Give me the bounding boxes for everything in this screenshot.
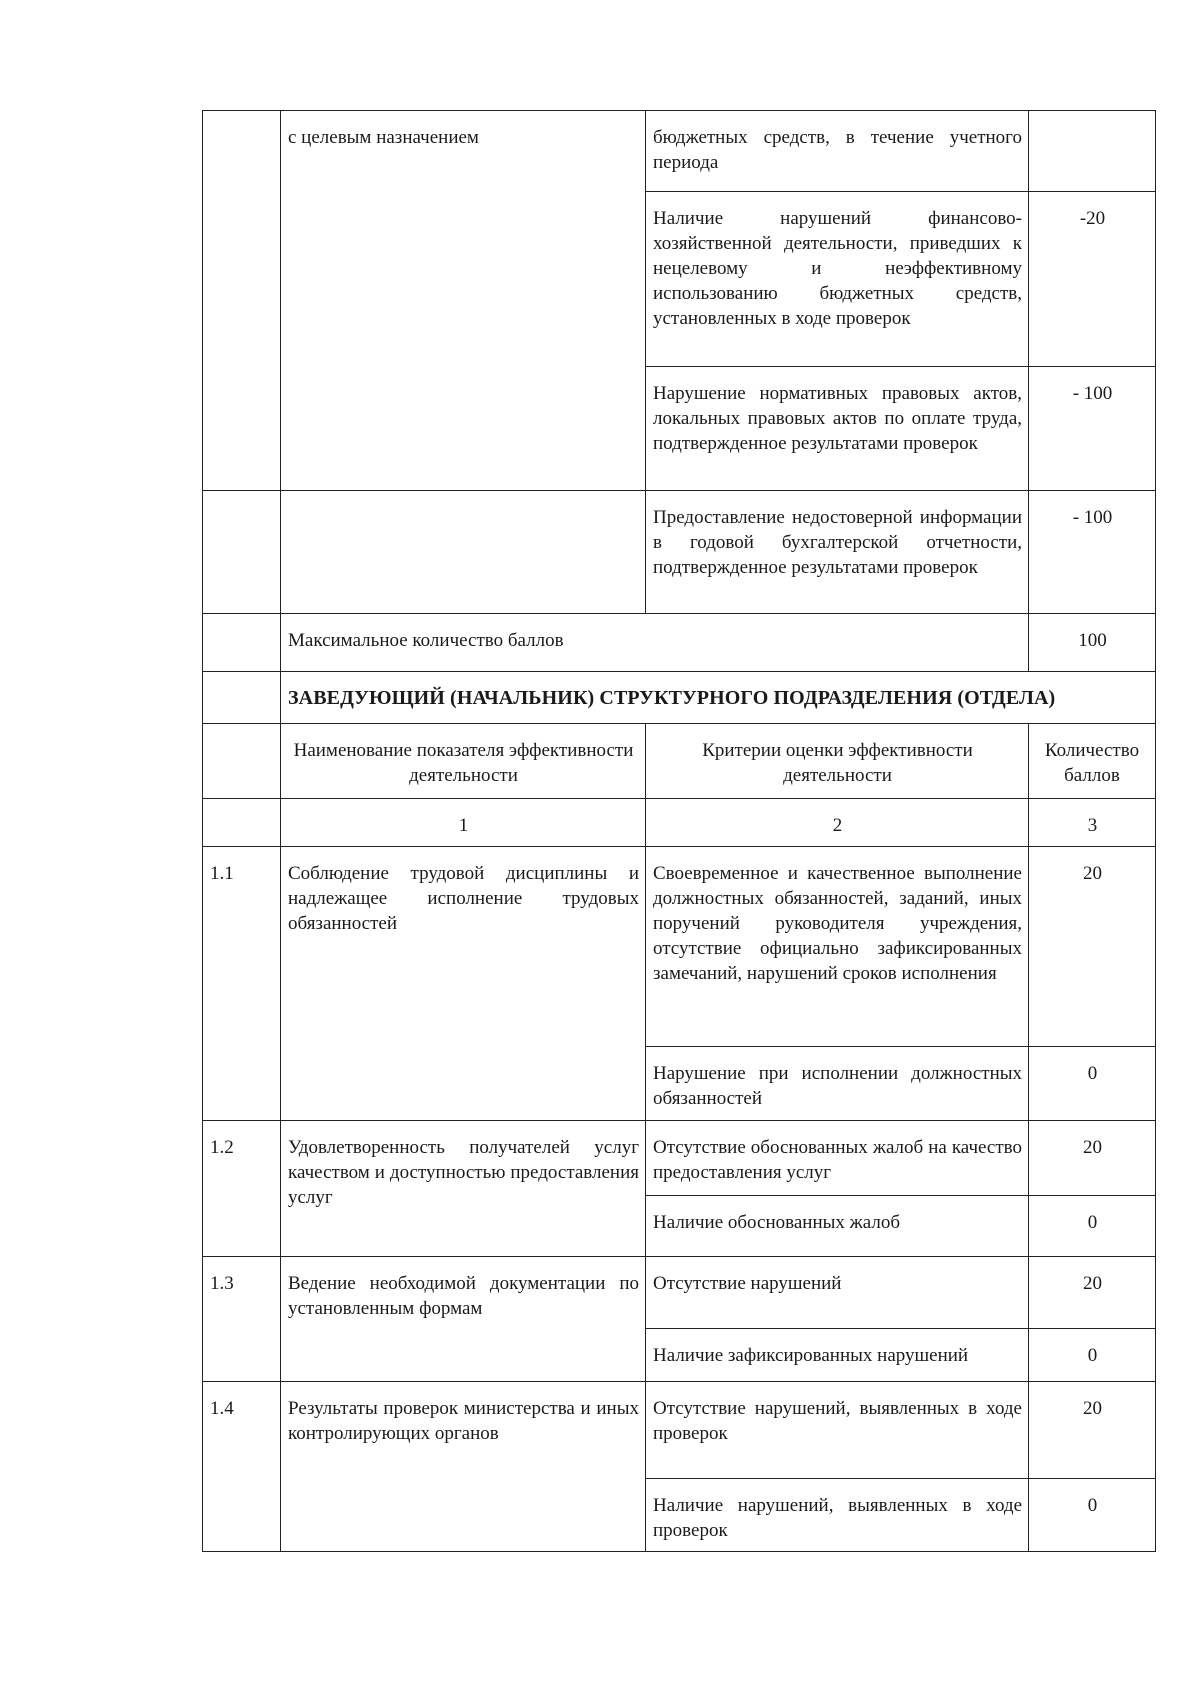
max-score-label: Максимальное количество баллов <box>281 614 1029 672</box>
score-cell: -20 <box>1029 192 1156 367</box>
criteria-cell: Предоставление недостоверной информации в годовой бухгалтерской отчетности, подтвержденное результатами проверок <box>646 491 1029 614</box>
column-numbers-row <box>203 799 1156 847</box>
number-cell <box>203 111 281 491</box>
row-number: 1.1 <box>203 847 281 1121</box>
number-cell <box>203 724 281 799</box>
score-cell <box>1029 111 1156 192</box>
row-number: 1.2 <box>203 1121 281 1257</box>
score-cell: - 100 <box>1029 367 1156 491</box>
score-cell: 0 <box>1029 1196 1156 1257</box>
indicator-cell: с целевым назначением <box>281 111 646 491</box>
criteria-cell: Нарушение при исполнении должностных обязанностей <box>646 1047 1029 1121</box>
criteria-cell: Отсутствие обоснованных жалоб на качество предоставления услуг <box>646 1121 1029 1196</box>
column-number: 1 <box>281 799 646 847</box>
criteria-cell: Своевременное и качественное выполнение должностных обязанностей, заданий, иных поручений руководителя учреждения, отсутствие официально зафиксированных замечаний, нарушений сроков исполнения <box>646 847 1029 1047</box>
criteria-table <box>202 110 1156 1552</box>
max-score-value: 100 <box>1029 614 1156 672</box>
row-number: 1.3 <box>203 1257 281 1382</box>
indicator-cell <box>281 491 646 614</box>
table-row <box>203 111 1156 192</box>
criteria-cell: Наличие нарушений, выявленных в ходе проверок <box>646 1479 1029 1552</box>
score-cell: 0 <box>1029 1047 1156 1121</box>
table-row <box>203 1257 1156 1329</box>
score-cell: 0 <box>1029 1329 1156 1382</box>
score-cell: 20 <box>1029 1121 1156 1196</box>
score-cell: 20 <box>1029 847 1156 1047</box>
number-cell <box>203 491 281 614</box>
header-criteria: Критерии оценки эффективности деятельности <box>646 724 1029 799</box>
column-number: 2 <box>646 799 1029 847</box>
section-title-row <box>203 672 1156 724</box>
score-cell: 0 <box>1029 1479 1156 1552</box>
indicator-cell: Удовлетворенность получателей услуг качеством и доступностью предоставления услуг <box>281 1121 646 1257</box>
number-cell <box>203 672 281 724</box>
score-cell: 20 <box>1029 1257 1156 1329</box>
number-cell <box>203 799 281 847</box>
table-row <box>203 491 1156 614</box>
indicator-cell: Соблюдение трудовой дисциплины и надлежащее исполнение трудовых обязанностей <box>281 847 646 1121</box>
table-row <box>203 1121 1156 1196</box>
number-cell <box>203 614 281 672</box>
indicator-cell: Результаты проверок министерства и иных контролирующих органов <box>281 1382 646 1552</box>
table-row <box>203 847 1156 1047</box>
criteria-cell: Нарушение нормативных правовых актов, локальных правовых актов по оплате труда, подтвержденное результатами проверок <box>646 367 1029 491</box>
max-score-row <box>203 614 1156 672</box>
criteria-cell: бюджетных средств, в течение учетного периода <box>646 111 1029 192</box>
criteria-cell: Наличие зафиксированных нарушений <box>646 1329 1029 1382</box>
score-cell: 20 <box>1029 1382 1156 1479</box>
header-score: Количество баллов <box>1029 724 1156 799</box>
header-row <box>203 724 1156 799</box>
criteria-cell: Наличие обоснованных жалоб <box>646 1196 1029 1257</box>
criteria-cell: Наличие нарушений финансово-хозяйственной деятельности, приведших к нецелевому и неэффективному использованию бюджетных средств, установленных в ходе проверок <box>646 192 1029 367</box>
row-number: 1.4 <box>203 1382 281 1552</box>
header-indicator: Наименование показателя эффективности деятельности <box>281 724 646 799</box>
section-title: ЗАВЕДУЮЩИЙ (НАЧАЛЬНИК) СТРУКТУРНОГО ПОДРАЗДЕЛЕНИЯ (ОТДЕЛА) <box>281 672 1156 724</box>
table-row <box>203 1382 1156 1479</box>
score-cell: - 100 <box>1029 491 1156 614</box>
criteria-cell: Отсутствие нарушений <box>646 1257 1029 1329</box>
indicator-cell: Ведение необходимой документации по установленным формам <box>281 1257 646 1382</box>
criteria-cell: Отсутствие нарушений, выявленных в ходе проверок <box>646 1382 1029 1479</box>
column-number: 3 <box>1029 799 1156 847</box>
